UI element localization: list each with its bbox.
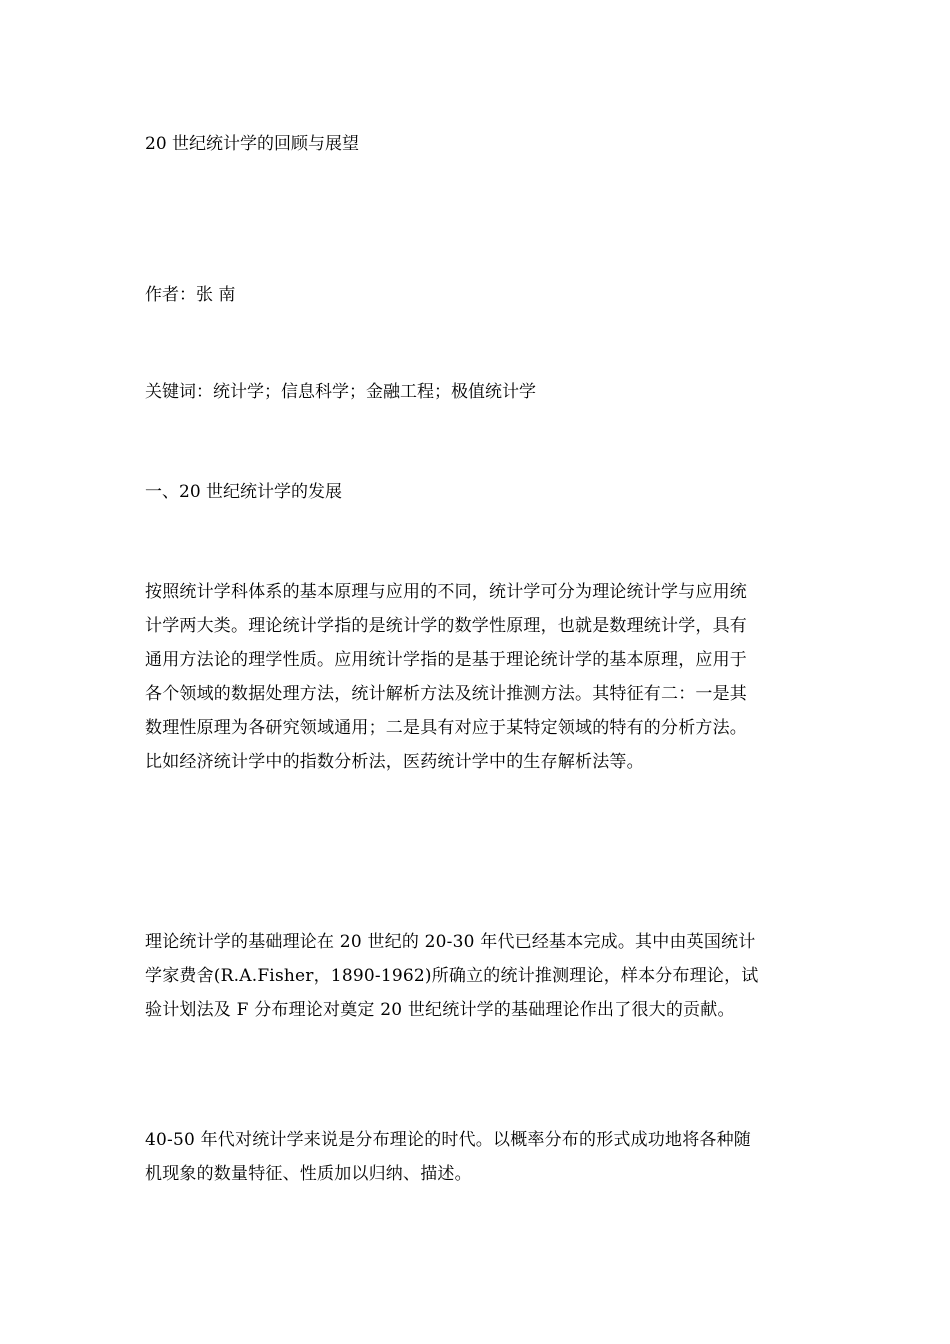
- section-heading: 一、20 世纪统计学的发展: [145, 482, 343, 502]
- paragraph-line: 验计划法及 F 分布理论对奠定 20 世纪统计学的基础理论作出了很大的贡献。: [145, 1000, 735, 1020]
- paragraph-line: 计学两大类。理论统计学指的是统计学的数学性原理，也就是数理统计学，具有: [145, 616, 747, 636]
- paragraph-2: [145, 925, 810, 1027]
- document-title: 20 世纪统计学的回顾与展望: [145, 134, 360, 154]
- paragraph-line: 比如经济统计学中的指数分析法，医药统计学中的生存解析法等。: [145, 752, 644, 772]
- paragraph-line: 通用方法论的理学性质。应用统计学指的是基于理论统计学的基本原理，应用于: [145, 650, 747, 670]
- keywords-line: 关键词：统计学；信息科学；金融工程；极值统计学: [145, 382, 536, 402]
- paragraph-1: [145, 575, 810, 779]
- paragraph-line: 理论统计学的基础理论在 20 世纪的 20-30 年代已经基本完成。其中由英国统计: [145, 932, 756, 952]
- paragraph-line: 机现象的数量特征、性质加以归纳、描述。: [145, 1164, 472, 1184]
- paragraph-line: 按照统计学科体系的基本原理与应用的不同，统计学可分为理论统计学与应用统: [145, 582, 747, 602]
- paragraph-3: [145, 1123, 810, 1191]
- paragraph-line: 数理性原理为各研究领域通用；二是具有对应于某特定领域的特有的分析方法。: [145, 718, 747, 738]
- paragraph-line: 学家费舍(R.A.Fisher，1890-1962)所确立的统计推测理论，样本分布理论，试: [145, 966, 759, 986]
- paragraph-line: 各个领域的数据处理方法，统计解析方法及统计推测方法。其特征有二：一是其: [145, 684, 747, 704]
- author-line: 作者：张 南: [145, 285, 236, 305]
- paragraph-line: 40-50 年代对统计学来说是分布理论的时代。以概率分布的形式成功地将各种随: [145, 1130, 752, 1150]
